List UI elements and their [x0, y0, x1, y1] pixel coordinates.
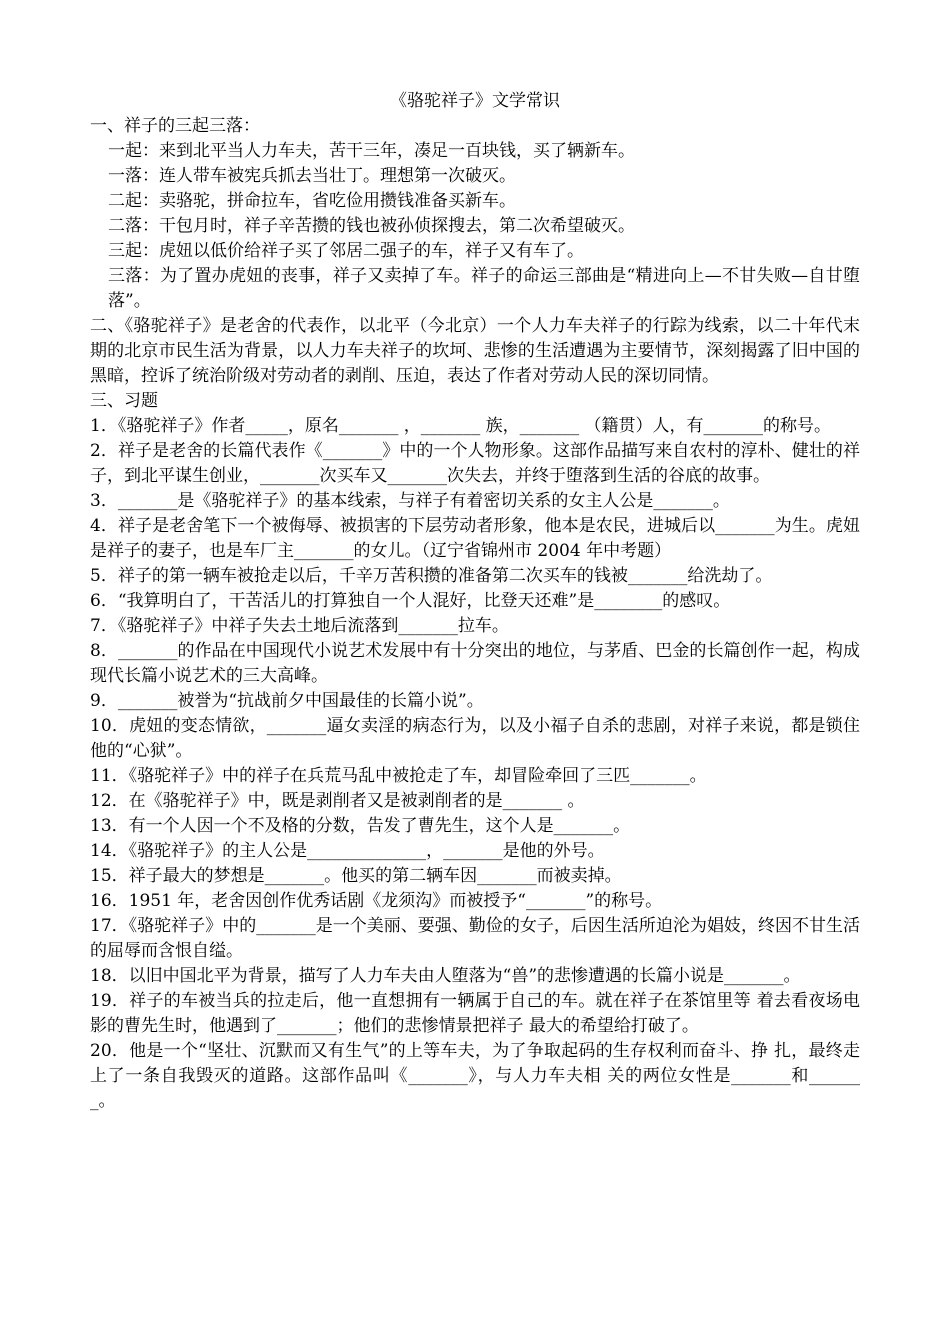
fall-two: 二落：干包月时，祥子辛苦攒的钱也被孙侦探搜去，第二次希望破灭。	[108, 216, 635, 236]
question-9: 9．_______被誉为“抗战前夕中国最佳的长篇小说”。	[90, 691, 484, 711]
section-one-heading: 一、祥子的三起三落：	[90, 116, 260, 136]
question-8: 8．_______的作品在中国现代小说艺术发展中有十分突出的地位，与茅盾、巴金的长篇创作一起，构成现代长篇小说艺术的三大高峰。	[90, 641, 860, 686]
question-4: 4．祥子是老舍笔下一个被侮辱、被损害的下层劳动者形象，他本是农民，进城后以_______为生。虎妞是祥子的妻子，也是车厂主_______的女儿。（辽宁省锦州市 2004 年中考题）	[90, 516, 860, 561]
question-2: 2．祥子是老舍的长篇代表作《_______》中的一个人物形象。这部作品描写来自农村的淳朴、健壮的祥子，到北平谋生创业，_______次买车又_______次失去，并终于堕落到生活的谷底的故事。	[90, 441, 860, 486]
section-three-heading: 三、习题	[90, 391, 158, 411]
fall-one: 一落：连人带车被宪兵抓去当壮丁。理想第一次破灭。	[108, 166, 516, 186]
question-18: 18．以旧中国北平为背景，描写了人力车夫由人堕落为“兽”的悲惨遭遇的长篇小说是_______。	[90, 966, 801, 986]
question-11: 11．《骆驼祥子》中的祥子在兵荒马乱中被抢走了车，却冒险牵回了三匹_______。	[90, 766, 707, 786]
question-20: 20．他是一个“坚壮、沉默而又有生气”的上等车夫，为了争取起码的生存权利而奋斗、挣 扎，最终走上了一条自我毁灭的道路。这部作品叫《_______》，与人力车夫相 关的两位女性是_______和_______。	[90, 1041, 860, 1111]
question-6: 6．“我算明白了，干苦活儿的打算独自一个人混好，比登天还难”是________的感叹。	[90, 591, 731, 611]
rise-one: 一起：来到北平当人力车夫，苦干三年，凑足一百块钱，买了辆新车。	[108, 141, 635, 161]
rise-three: 三起：虎妞以低价给祥子买了邻居二强子的车，祥子又有车了。	[108, 241, 584, 261]
question-13: 13．有一个人因一个不及格的分数，告发了曹先生，这个人是_______。	[90, 816, 631, 836]
question-16: 16．1951 年，老舍因创作优秀话剧《龙须沟》而被授予“_______”的称号。	[90, 891, 663, 911]
question-1: 1．《骆驼祥子》作者_____，原名_______ ，_______ 族，_______ （籍贯）人，有_______的称号。	[90, 416, 832, 436]
question-17: 17．《骆驼祥子》中的_______是一个美丽、要强、勤俭的女子，后因生活所迫沦为娼妓，终因不甘生活的屈辱而含恨自缢。	[90, 916, 860, 961]
question-15: 15．祥子最大的梦想是_______。他买的第二辆车因_______而被卖掉。	[90, 866, 622, 886]
question-12: 12．在《骆驼祥子》中，既是剥削者又是被剥削者的是_______ 。	[90, 791, 585, 811]
rise-two: 二起：卖骆驼，拼命拉车，省吃俭用攒钱准备买新车。	[108, 191, 516, 211]
question-5: 5．祥子的第一辆车被抢走以后，千辛万苦积攒的准备第二次买车的钱被_______给洗劫了。	[90, 566, 773, 586]
question-7: 7．《骆驼祥子》中祥子失去土地后流落到_______拉车。	[90, 616, 509, 636]
question-19: 19．祥子的车被当兵的拉走后，他一直想拥有一辆属于自己的车。就在祥子在茶馆里等 着去看夜场电影的曹先生时，他遇到了_______；他们的悲惨情景把祥子 最大的希望给打破了。	[90, 991, 860, 1036]
document-title: 《骆驼祥子》文学常识	[390, 91, 560, 111]
question-14: 14．《骆驼祥子》的主人公是______________，_______是他的外号。	[90, 841, 605, 861]
section-two-paragraph: 二、《骆驼祥子》是老舍的代表作，以北平（今北京）一个人力车夫祥子的行踪为线索，以二十年代末期的北京市民生活为背景，以人力车夫祥子的坎坷、悲惨的生活遭遇为主要情节，深刻揭露了旧中国的黑暗，控诉了统治阶级对劳动者的剥削、压迫，表达了作者对劳动人民的深切同情。	[90, 316, 860, 386]
fall-three: 三落：为了置办虎妞的丧事，祥子又卖掉了车。祥子的命运三部曲是“精进向上—不甘失败—自甘堕落”。	[108, 266, 860, 311]
question-3: 3．_______是《骆驼祥子》的基本线索，与祥子有着密切关系的女主人公是_______。	[90, 491, 730, 511]
question-10: 10．虎妞的变态情欲，_______逼女卖淫的病态行为，以及小福子自杀的悲剧，对祥子来说，都是锁住他的“心狱”。	[90, 716, 860, 761]
